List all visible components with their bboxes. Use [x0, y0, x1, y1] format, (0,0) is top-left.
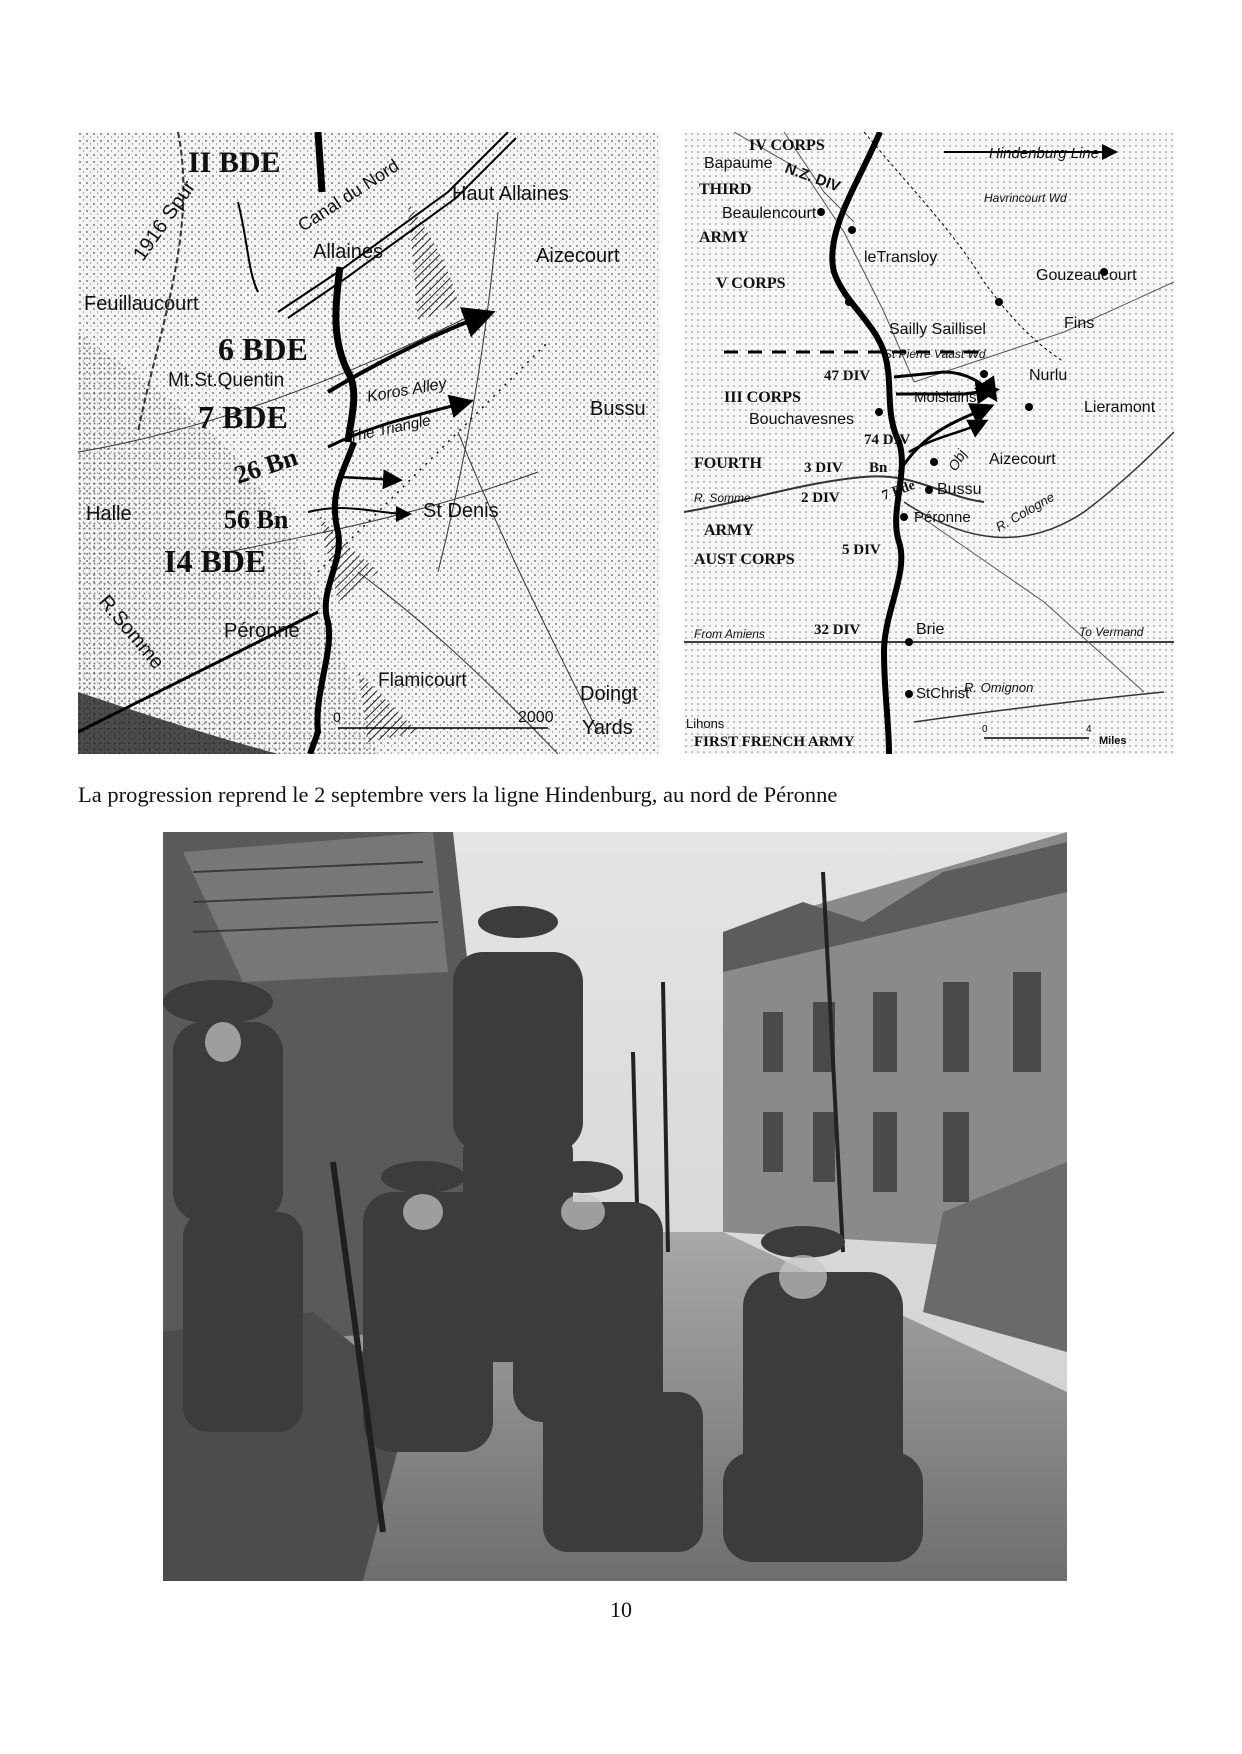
- label-fins: Fins: [1064, 315, 1095, 332]
- operations-map-hindenburg: [684, 132, 1174, 754]
- historical-photo-soldiers: [163, 832, 1067, 1581]
- label-bouchavesnes: Bouchavesnes: [749, 411, 854, 428]
- label-doingt: Doingt: [580, 683, 638, 705]
- label-7-bde-right: 7 Bde: [880, 478, 918, 504]
- label-stchrist: StChrist: [916, 685, 970, 702]
- scale-4: 4: [1086, 724, 1092, 735]
- label-army-third: ARMY: [699, 229, 749, 246]
- label-74-div: 74 DIV: [864, 432, 911, 448]
- label-river-somme-right: R. Somme: [694, 491, 751, 505]
- label-the-triangle: The Triangle: [347, 412, 433, 446]
- label-river-cologne: R. Cologne: [993, 489, 1057, 535]
- scale-zero-left: 0: [333, 709, 341, 725]
- label-2-div: 2 DIV: [801, 490, 840, 506]
- label-obj: Obj: [944, 446, 970, 474]
- label-v-corps: V CORPS: [716, 275, 786, 292]
- label-third: THIRD: [699, 181, 752, 198]
- label-bussu-left: Bussu: [590, 398, 646, 420]
- figure-caption: La progression reprend le 2 septembre vers la ligne Hindenburg, au nord de Péronne: [78, 782, 838, 807]
- label-3-div: 3 DIV: [804, 460, 843, 476]
- label-peronne-left: Péronne: [224, 620, 300, 642]
- label-sailly-saillisel: Sailly Saillisel: [889, 321, 986, 338]
- label-koros-alley: Koros Alley: [365, 375, 448, 406]
- label-river-somme-left: R.Somme: [94, 591, 169, 674]
- label-bapaume: Bapaume: [704, 155, 773, 172]
- label-aizecourt-right: Aizecourt: [989, 451, 1056, 468]
- label-st-pierre-vaast-wd: St Pierre Vaast Wd: [884, 347, 986, 361]
- label-iii-corps: III CORPS: [724, 389, 801, 406]
- scale-yards: Yards: [582, 717, 633, 739]
- label-5-div: 5 DIV: [842, 542, 881, 558]
- label-canal-du-nord: Canal du Nord: [294, 155, 403, 236]
- label-nz-div: N.Z. DIV: [782, 159, 843, 196]
- label-56-bn: 56 Bn: [224, 505, 289, 534]
- label-halle: Halle: [86, 503, 132, 525]
- label-26-bn: 26 Bn: [230, 442, 302, 490]
- label-moislains: Moislains: [914, 389, 977, 406]
- label-gouzeaucourt: Gouzeaucourt: [1036, 267, 1137, 284]
- label-iv-corps: IV CORPS: [749, 137, 825, 154]
- label-14-bde: I4 BDE: [164, 543, 267, 579]
- label-haut-allaines: Haut Allaines: [452, 183, 569, 205]
- label-allaines: Allaines: [313, 241, 384, 263]
- battle-map-mont-st-quentin: [78, 132, 660, 754]
- label-army-fourth: ARMY: [704, 522, 754, 539]
- label-7-bde: 7 BDE: [198, 399, 288, 435]
- label-bn: Bn: [869, 460, 888, 476]
- label-aizecourt-left: Aizecourt: [536, 245, 620, 267]
- label-st-denis: St Denis: [423, 500, 499, 522]
- label-nurlu: Nurlu: [1029, 367, 1068, 384]
- label-letransloy: leTransloy: [864, 249, 938, 266]
- label-hindenburg-line: Hindenburg Line: [989, 145, 1100, 162]
- label-aust-corps: AUST CORPS: [694, 551, 795, 568]
- label-flamicourt: Flamicourt: [378, 670, 467, 691]
- scale-miles: Miles: [1099, 735, 1127, 747]
- label-32-div: 32 DIV: [814, 622, 861, 638]
- label-6-bde: 6 BDE: [218, 331, 308, 367]
- label-to-vermand: To Vermand: [1079, 625, 1144, 639]
- label-havrincourt-wd: Havrincourt Wd: [984, 191, 1067, 205]
- label-ii-bde: II BDE: [188, 146, 281, 179]
- label-mt-st-quentin: Mt.St.Quentin: [168, 370, 285, 391]
- label-1916-spur: 1916 Spur: [129, 176, 201, 265]
- label-beaulencourt: Beaulencourt: [722, 205, 817, 222]
- label-fourth: FOURTH: [694, 455, 762, 472]
- label-47-div: 47 DIV: [824, 368, 871, 384]
- scale-2000: 2000: [518, 709, 554, 726]
- label-bussu-right: Bussu: [937, 481, 982, 498]
- scale-zero-right: 0: [982, 724, 988, 735]
- page-number: 10: [610, 1597, 632, 1622]
- label-river-omignon: R. Omignon: [964, 680, 1034, 695]
- label-peronne-right: Péronne: [914, 509, 971, 526]
- label-from-amiens: From Amiens: [694, 627, 765, 641]
- label-brie: Brie: [916, 621, 945, 638]
- label-first-french-army: FIRST FRENCH ARMY: [694, 734, 855, 750]
- label-feuillaucourt: Feuillaucourt: [84, 293, 199, 315]
- label-lihons: Lihons: [686, 716, 725, 731]
- label-lieramont: Lieramont: [1084, 399, 1156, 416]
